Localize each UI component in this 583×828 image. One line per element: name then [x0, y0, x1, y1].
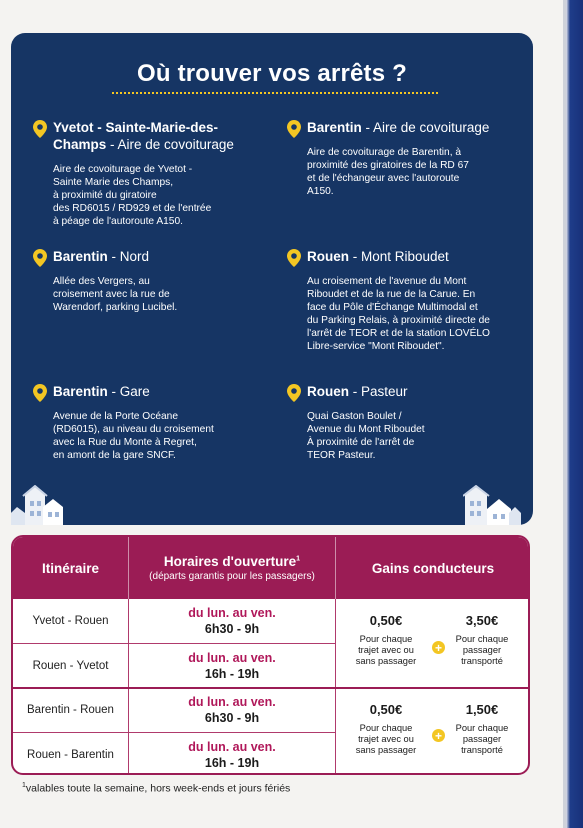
stop-description: Au croisement de l'avenue du Mont Riboudet et de la rue de la Carue. En face du Pôle d'Échange Multimodal et du Parking Relais, à proximité directe de l'arrêt de TEOR et de la station LOVÉLO Libre-service "Mont Riboudet". — [307, 276, 490, 352]
gain-base-barentin: 0,50€ Pour chaque trajet avec ou sans passager — [355, 702, 417, 755]
stop-place: Mont Riboudet — [361, 249, 449, 264]
stop-description: Quai Gaston Boulet / Avenue du Mont Riboudet À proximité de l'arrêt de TEOR Pasteur. — [307, 411, 425, 461]
location-pin-icon — [33, 120, 47, 138]
header-itinerary: Itinéraire — [41, 560, 100, 576]
gain-extra-barentin: 1,50€ Pour chaque passager transporté — [455, 702, 509, 755]
stop-place: Gare — [119, 384, 150, 399]
houses-illustration-right — [463, 485, 521, 525]
stop-place: Aire de covoiturage — [373, 120, 490, 135]
plus-icon: + — [432, 729, 445, 742]
page-edge-stripe — [563, 0, 583, 828]
stop-rouen-pasteur: Rouen - Pasteur Quai Gaston Boulet / Avenue du Mont Riboudet À proximité de l'arrêt de TEOR Pasteur. — [289, 383, 524, 462]
stop-city: Barentin — [307, 120, 362, 135]
stop-city: Yvetot - Sainte-Marie-des-Champs — [53, 120, 219, 152]
table-row-hours: du lun. au ven. 16h - 19h — [188, 651, 276, 681]
table-row-route: Yvetot - Rouen — [32, 615, 109, 627]
header-hours: Horaires d'ouverture$^1$ (départs garantis pour les passagers) — [149, 554, 315, 582]
header-gains: Gains conducteurs — [371, 560, 495, 576]
stop-description: Aire de covoiturage de Barentin, à proximité des giratoires de la RD 67 et de l'échangeur avec l'autoroute A150. — [307, 147, 469, 197]
schedule-table — [11, 535, 530, 775]
panel-title: Où trouver vos arrêts ? — [136, 60, 408, 87]
stop-city: Barentin — [53, 249, 108, 264]
stop-barentin-aire: Barentin - Aire de covoiturage Aire de covoiturage de Barentin, à proximité des giratoires de la RD 67 et de l'échangeur avec l'autoroute A150. — [289, 119, 524, 198]
location-pin-icon — [287, 249, 301, 267]
table-row-route: Barentin - Rouen — [27, 704, 114, 716]
stops-panel — [11, 33, 533, 525]
location-pin-icon — [287, 384, 301, 402]
footnote: $^1$valables toute la semaine, hors week-ends et jours fériés — [22, 782, 291, 795]
gain-extra-yvetot: 3,50€ Pour chaque passager transporté — [455, 613, 509, 666]
stop-description: Aire de covoiturage de Yvetot - Sainte Marie des Champs, à proximité du giratoire des RD6015 / RD929 et de l'entrée à péage de l'autoroute A150. — [53, 164, 212, 227]
plus-icon: + — [432, 641, 445, 654]
table-header — [13, 537, 528, 599]
location-pin-icon — [287, 120, 301, 138]
table-row-route: Rouen - Barentin — [27, 749, 114, 761]
gain-base-yvetot: 0,50€ Pour chaque trajet avec ou sans passager — [355, 613, 417, 666]
stop-city: Rouen — [307, 384, 349, 399]
houses-illustration-left — [11, 485, 67, 525]
stop-description: Avenue de la Porte Océane (RD6015), au niveau du croisement avec la Rue du Monte à Regret, en amont de la gare SNCF. — [53, 411, 214, 461]
stop-yvetot-aire: Yvetot - Sainte-Marie-des-Champs - Aire de covoiturage Aire de covoiturage de Yvetot - Sainte Marie des Champs, à proximité du giratoire des RD6015 / RD929 et de l'entrée à péage de l'autoroute A150. — [35, 119, 270, 228]
table-row-hours: du lun. au ven. 6h30 - 9h — [188, 606, 276, 636]
stop-place: Aire de covoiturage — [117, 137, 234, 152]
stop-place: Nord — [119, 249, 150, 264]
table-row-route: Rouen - Yvetot — [32, 660, 109, 672]
location-pin-icon — [33, 249, 47, 267]
stop-city: Barentin — [53, 384, 108, 399]
location-pin-icon — [33, 384, 47, 402]
table-row-hours: du lun. au ven. 6h30 - 9h — [188, 695, 276, 725]
stop-barentin-nord: Barentin - Nord Allée des Vergers, au croisement avec la rue de Warendorf, parking Lucibel. — [35, 248, 270, 314]
stop-rouen-mont-riboudet: Rouen - Mont Riboudet Au croisement de l'avenue du Mont Riboudet et de la rue de la Carue. En face du Pôle d'Échange Multimodal et du Parking Relais, à proximité directe de l'arrêt de TEOR et de la station LOVÉLO Libre-service "Mont Riboudet". — [289, 248, 524, 353]
stop-place: Pasteur — [361, 384, 408, 399]
stop-city: Rouen — [307, 249, 349, 264]
stop-barentin-gare: Barentin - Gare Avenue de la Porte Océane (RD6015), au niveau du croisement avec la Rue du Monte à Regret, en amont de la gare SNCF. — [35, 383, 270, 462]
table-row-hours: du lun. au ven. 16h - 19h — [188, 740, 276, 770]
stop-description: Allée des Vergers, au croisement avec la rue de Warendorf, parking Lucibel. — [53, 276, 178, 313]
title-underline — [112, 92, 438, 94]
